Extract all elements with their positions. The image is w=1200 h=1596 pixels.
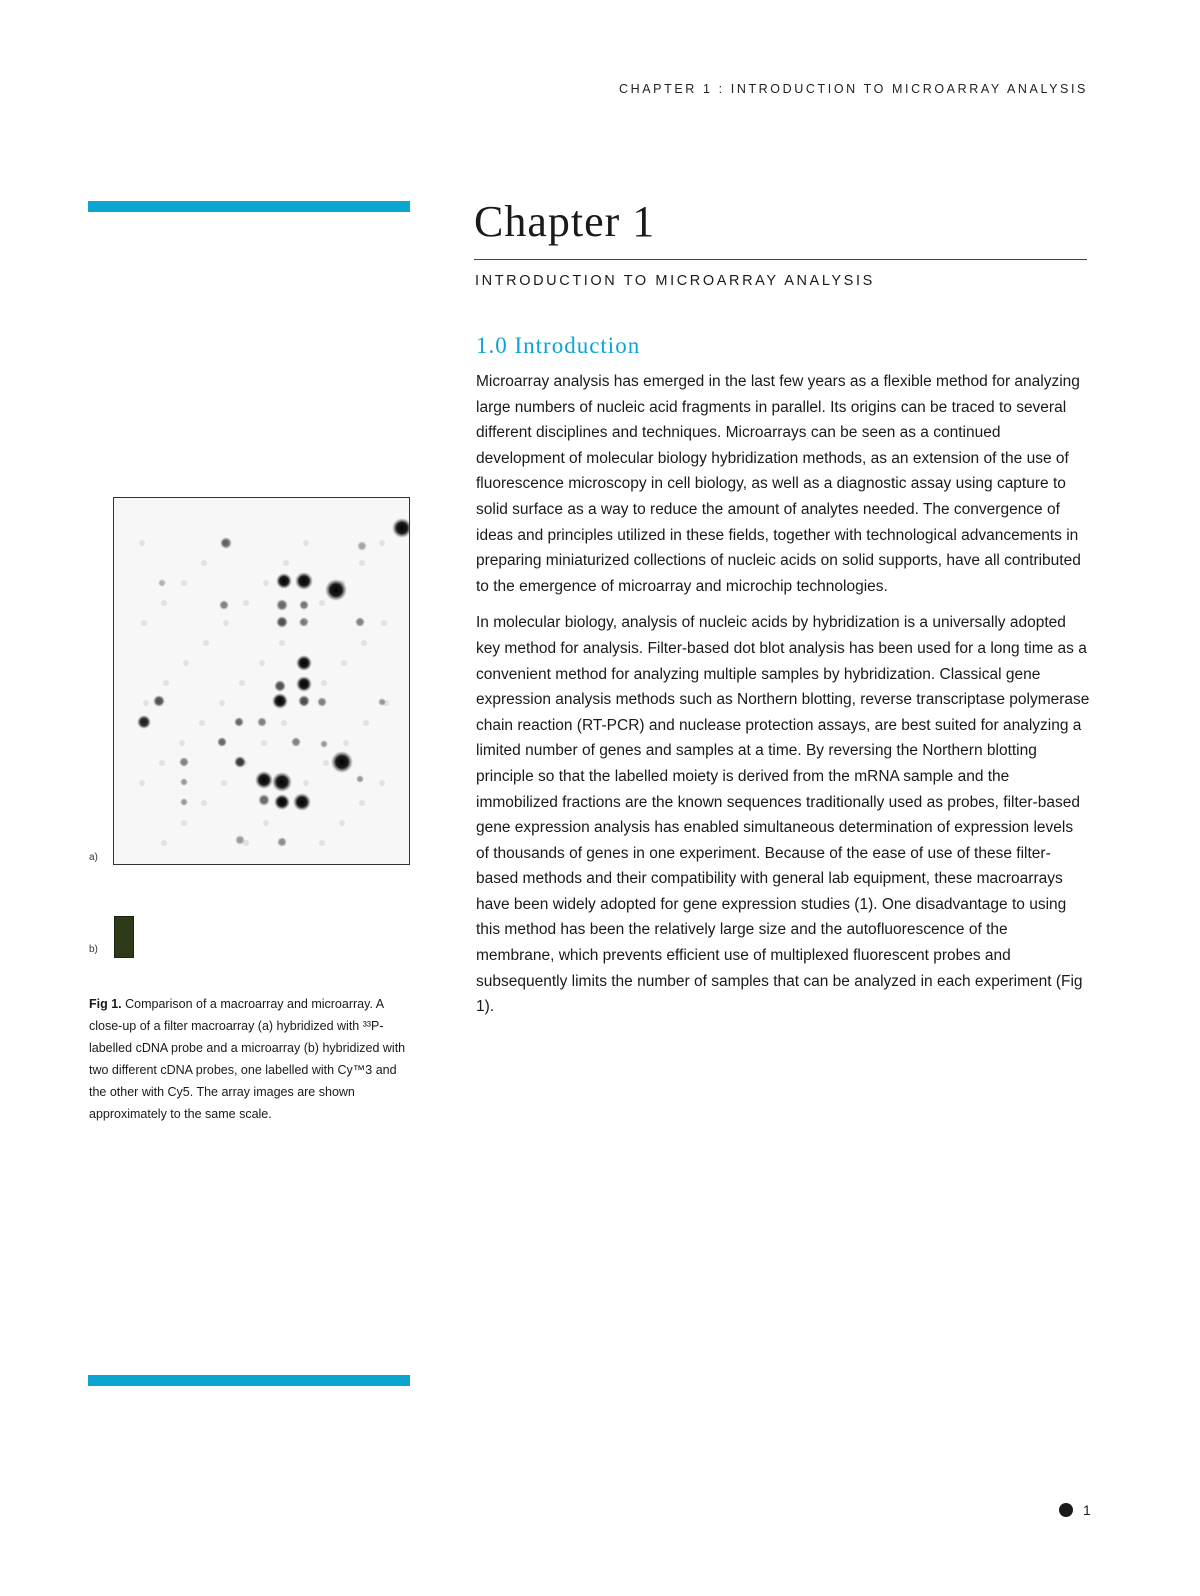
background-spot bbox=[281, 720, 287, 726]
hybridization-spot bbox=[325, 579, 347, 601]
hybridization-spot bbox=[276, 599, 288, 611]
chapter-title: Chapter 1 bbox=[474, 197, 656, 246]
microarray-image bbox=[114, 916, 134, 958]
background-spot bbox=[141, 620, 147, 626]
hybridization-spot bbox=[220, 537, 232, 549]
hybridization-spot bbox=[180, 798, 188, 806]
hybridization-spot bbox=[392, 518, 409, 538]
background-spot bbox=[263, 820, 269, 826]
bottom-accent-rule bbox=[88, 1375, 410, 1386]
hybridization-spot bbox=[258, 794, 270, 806]
background-spot bbox=[363, 720, 369, 726]
background-spot bbox=[303, 780, 309, 786]
hybridization-spot bbox=[299, 600, 309, 610]
running-header: CHAPTER 1 : INTRODUCTION TO MICROARRAY ANALYSIS bbox=[618, 82, 1088, 96]
page-number: 1 bbox=[1083, 1502, 1091, 1518]
figure-caption-label: Fig 1. bbox=[89, 997, 122, 1011]
hybridization-spot bbox=[291, 737, 301, 747]
background-spot bbox=[261, 740, 267, 746]
background-spot bbox=[303, 540, 309, 546]
background-spot bbox=[161, 600, 167, 606]
top-accent-rule bbox=[88, 201, 410, 212]
figure-caption bbox=[89, 993, 414, 1125]
background-spot bbox=[279, 640, 285, 646]
background-spot bbox=[199, 720, 205, 726]
hybridization-spot bbox=[293, 793, 311, 811]
hybridization-spot bbox=[320, 740, 328, 748]
background-spot bbox=[201, 800, 207, 806]
hybridization-spot bbox=[276, 573, 292, 589]
paragraph: In molecular biology, analysis of nucleic acids by hybridization is a universally adopted key method for analysis. Filter-based dot blot analysis has been used for a long time as a convenient method for analyzing multiple samples by hybridization. Classical gene expression analysis methods such as Northern blotting, reverse transcriptase polymerase chain reaction (RT-PCR) and nuclease protection assays, are best suited for analyzing a limited number of genes and samples at a time. By reversing the Northern blotting principle so that the labelled moiety is derived from the mRNA sample and the immobilized fractions are the known sequences traditionally used as probes, filter-based gene expression analysis has enabled simultaneous determination of expression levels of thousands of genes in one experiment. Because of the ease of use of these filter-based methods and their compatibility with general lab equipment, these macroarrays have been widely adopted for gene expression studies (1). One disadvantage to using this method has been the relatively large size and the autofluorescence of the membrane, which prevents efficient use of multiplexed fluorescent probes and subsequently limits the number of samples that can be analyzed in each experiment (Fig 1). bbox=[476, 614, 1090, 1016]
background-spot bbox=[139, 780, 145, 786]
figure-caption-text: Comparison of a macroarray and microarray. A close-up of a filter macroarray (a) hybridized with ³³P-labelled cDNA probe and a microarray (b) hybridized with two different cDNA probes, one labelled with Cy™3 and the other with Cy5. The array images are shown approximately to the same scale. bbox=[89, 997, 406, 1121]
chapter-subtitle: INTRODUCTION TO MICROARRAY ANALYSIS bbox=[475, 273, 875, 289]
macroarray-spots bbox=[114, 498, 409, 864]
background-spot bbox=[143, 700, 149, 706]
macroarray-image bbox=[113, 497, 410, 865]
section-heading: 1.0 Introduction bbox=[476, 333, 641, 358]
background-spot bbox=[201, 560, 207, 566]
background-spot bbox=[379, 540, 385, 546]
hybridization-spot bbox=[217, 737, 227, 747]
hybridization-spot bbox=[272, 772, 292, 792]
figure-label-b: b) bbox=[89, 944, 98, 955]
background-spot bbox=[159, 760, 165, 766]
background-spot bbox=[259, 660, 265, 666]
background-spot bbox=[161, 840, 167, 846]
background-spot bbox=[361, 640, 367, 646]
hybridization-spot bbox=[299, 617, 309, 627]
hybridization-spot bbox=[296, 676, 312, 692]
background-spot bbox=[319, 600, 325, 606]
background-spot bbox=[263, 580, 269, 586]
hybridization-spot bbox=[355, 617, 365, 627]
hybridization-spot bbox=[257, 717, 267, 727]
hybridization-spot bbox=[298, 695, 310, 707]
background-spot bbox=[319, 840, 325, 846]
background-spot bbox=[181, 820, 187, 826]
body-text bbox=[476, 369, 1090, 1031]
hybridization-spot bbox=[274, 794, 290, 810]
background-spot bbox=[341, 660, 347, 666]
hybridization-spot bbox=[158, 579, 166, 587]
hybridization-spot bbox=[234, 756, 246, 768]
hybridization-spot bbox=[317, 697, 327, 707]
background-spot bbox=[163, 680, 169, 686]
hybridization-spot bbox=[255, 771, 273, 789]
background-spot bbox=[243, 600, 249, 606]
hybridization-spot bbox=[356, 775, 364, 783]
paragraph: Microarray analysis has emerged in the last few years as a flexible method for analyzing large numbers of nucleic acid fragments in parallel. Its origins can be traced to several different disciplines and techniques. Microarrays can be seen as a continued development of molecular biology hybridization methods, as an extension of the use of fluorescence microscopy in cell biology, as well as a diagnostic assay using capture to solid surface as a way to reduce the amount of analytes needed. The convergence of ideas and principles utilized in these fields, together with technological advancements in preparing miniaturized collections of nucleic acids on solid supports, have all contributed to the emergence of microarray and microchip technologies. bbox=[476, 373, 1081, 595]
page-number-marker bbox=[1059, 1502, 1091, 1518]
hybridization-spot bbox=[234, 717, 244, 727]
hybridization-spot bbox=[276, 616, 288, 628]
hybridization-spot bbox=[274, 680, 286, 692]
background-spot bbox=[381, 620, 387, 626]
hybridization-spot bbox=[179, 757, 189, 767]
bullet-dot-icon bbox=[1059, 1503, 1073, 1517]
background-spot bbox=[359, 560, 365, 566]
hybridization-spot bbox=[137, 715, 151, 729]
hybridization-spot bbox=[378, 698, 386, 706]
hybridization-spot bbox=[296, 655, 312, 671]
background-spot bbox=[321, 680, 327, 686]
background-spot bbox=[181, 580, 187, 586]
background-spot bbox=[179, 740, 185, 746]
background-spot bbox=[139, 540, 145, 546]
background-spot bbox=[183, 660, 189, 666]
background-spot bbox=[359, 800, 365, 806]
background-spot bbox=[339, 820, 345, 826]
background-spot bbox=[239, 680, 245, 686]
hybridization-spot bbox=[180, 778, 188, 786]
background-spot bbox=[379, 780, 385, 786]
chapter-title-rule bbox=[474, 259, 1087, 260]
figure-label-a: a) bbox=[89, 852, 98, 863]
hybridization-spot bbox=[153, 695, 165, 707]
hybridization-spot bbox=[235, 835, 245, 845]
hybridization-spot bbox=[277, 837, 287, 847]
background-spot bbox=[223, 620, 229, 626]
background-spot bbox=[323, 760, 329, 766]
background-spot bbox=[219, 700, 225, 706]
background-spot bbox=[203, 640, 209, 646]
background-spot bbox=[283, 560, 289, 566]
background-spot bbox=[343, 740, 349, 746]
hybridization-spot bbox=[357, 541, 367, 551]
hybridization-spot bbox=[219, 600, 229, 610]
hybridization-spot bbox=[295, 572, 313, 590]
hybridization-spot bbox=[331, 751, 353, 773]
hybridization-spot bbox=[272, 693, 288, 709]
background-spot bbox=[221, 780, 227, 786]
